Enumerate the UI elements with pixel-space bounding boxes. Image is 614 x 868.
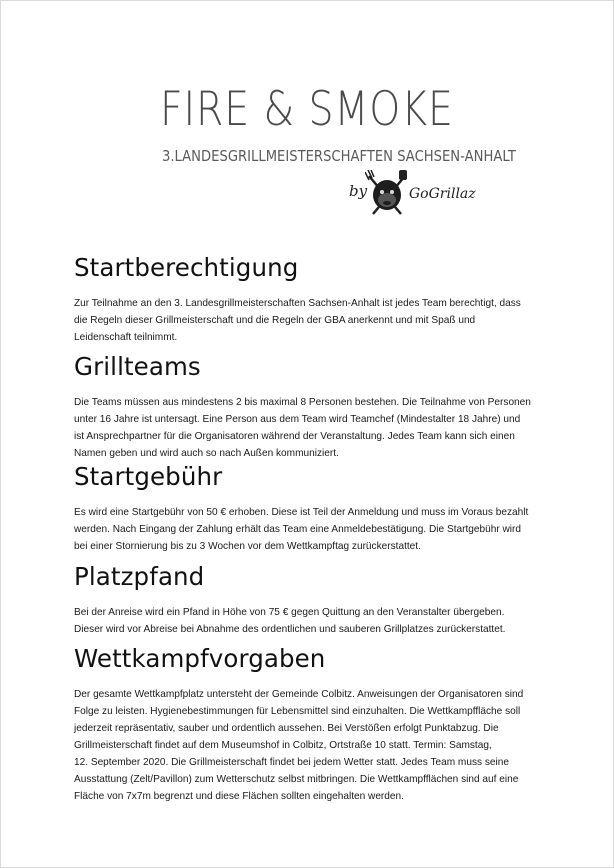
section-platzpfand [74, 559, 505, 638]
text-line: Fläche von 7x7m begrenzt und diese Flächen sollten eingehalten werden. [74, 791, 404, 802]
text-line: die Regeln dieser Grillmeisterschaft und die Regeln der GBA anerkennt und mit Spaß und [74, 315, 476, 326]
text-line: Dieser wird vor Abreise bei Abnahme des ordentlichen und sauberen Grillplatzes zurückerstattet. [74, 624, 506, 635]
text-line: Grillmeisterschaft findet auf dem Museumshof in Colbitz, Ortstraße 10 statt. Termin: Samstag, [74, 740, 492, 751]
text-line: werden. Nach Eingang der Zahlung erhält das Team eine Anmeldebestätigung. Die Startgebühr wird [74, 524, 522, 535]
text-line: Folge zu leisten. Hygienebestimmungen für Lebensmittel sind einzuhalten. Die Wettkampffläche soll [74, 706, 521, 717]
text-line: Der gesamte Wettkampfplatz untersteht der Gemeinde Colbitz. Anweisungen der Organisatoren sind [74, 689, 524, 700]
section-heading: Startberechtigung [74, 253, 299, 282]
section-text [74, 504, 528, 555]
text-line: jederzeit repräsentativ, sauber und ordentlich aussehen. Bei Verstößen erfolgt Punktabzug. Die [74, 723, 499, 734]
section-text [74, 394, 531, 462]
section-grillteams [74, 349, 531, 462]
section-heading: Wettkampfvorgaben [74, 644, 326, 673]
logo-subtitle: 3.LANDESGRILLMEISTERSCHAFTEN SACHSEN-ANHALT [162, 147, 516, 165]
text-line: Bei der Anreise wird ein Pfand in Höhe von 75 € gegen Quittung an den Veranstalter übergeben. [74, 607, 505, 618]
section-heading: Platzpfand [74, 562, 205, 591]
text-line: Ausstattung (Zelt/Pavillon) zum Wetterschutz selbst mitbringen. Die Wettkampfflächen sind auf eine [74, 774, 519, 785]
text-line: Die Teams müssen aus mindestens 2 bis maximal 8 Personen bestehen. Die Teilnahme von Personen [74, 397, 531, 408]
text-line: Leidenschaft teilnimmt. [74, 332, 178, 343]
section-text [74, 604, 505, 638]
text-line: Namen geben und wird auch so nach Außen kommuniziert. [74, 448, 339, 459]
text-line: 12. September 2020. Die Grillmeisterschaft findet bei jedem Wetter statt. Jedes Team muss seine [74, 757, 509, 768]
logo-title: FIRE & SMOKE [160, 82, 454, 137]
gorilla-icon [365, 170, 409, 218]
text-line: Zur Teilnahme an den 3. Landesgrillmeisterschaften Sachsen-Anhalt ist jedes Team berechtigt, dass [74, 298, 521, 309]
text-line: ist Ansprechpartner für die Organisatoren während der Veranstaltung. Jedes Team kann sich einen [74, 431, 515, 442]
section-heading: Startgebühr [74, 462, 223, 491]
byline-by: by [349, 182, 368, 200]
section-startberechtigung [74, 250, 521, 346]
text-line: bei einer Stornierung bis zu 3 Wochen vor dem Wettkampftag zurückerstattet. [74, 541, 421, 552]
text-line: Es wird eine Startgebühr von 50 € erhoben. Diese ist Teil der Anmeldung und muss im Voraus bezahlt [74, 507, 529, 518]
section-startgebuehr [74, 459, 528, 555]
document-header [0, 78, 614, 228]
section-text [74, 295, 521, 346]
text-line: unter 16 Jahre ist untersagt. Eine Person aus dem Team wird Teamchef (Mindestalter 18 Jahre) und [74, 414, 521, 425]
section-heading: Grillteams [74, 352, 201, 381]
section-wettkampfvorgaben [74, 641, 523, 805]
brand-name: GoGrillaz [409, 186, 476, 202]
section-text [74, 686, 523, 805]
byline-logo [345, 170, 515, 220]
